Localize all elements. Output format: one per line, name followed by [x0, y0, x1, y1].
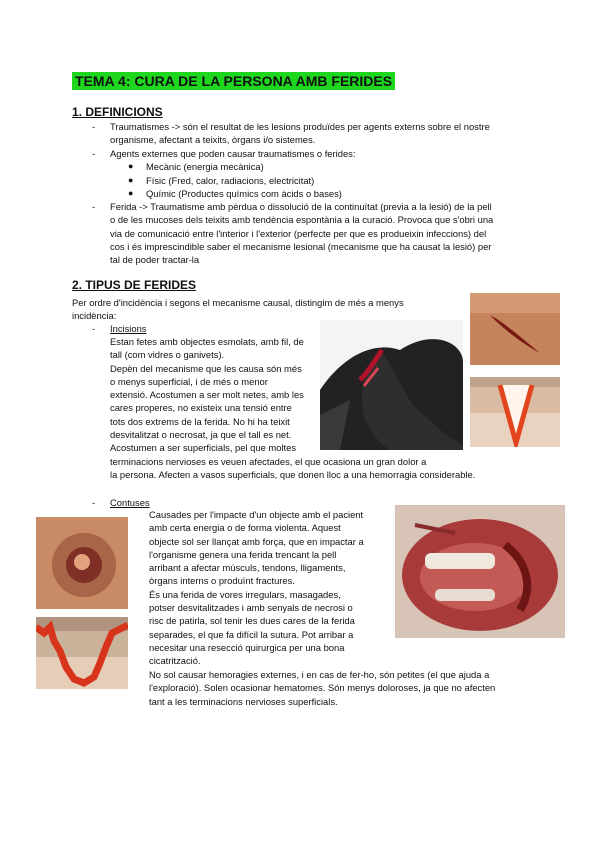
mouth-wound-photo [395, 505, 565, 638]
text-line: És una ferida de vores irregulars, masagades, [149, 588, 341, 600]
dash-icon: - [92, 148, 96, 159]
sub-bullet-mecanic: Mecànic (energia mecànica) [146, 161, 264, 172]
text-line: l'exploració). Solen ocasionar hematomes. Són menys doloroses, ja que no afecten [149, 682, 496, 694]
bullet-agents: Agents externes que poden causar traumatismes o ferides: [110, 148, 356, 159]
text-line: òrgans interns o produïnt fractures. [149, 575, 295, 587]
contusion-skin-photo [36, 517, 128, 609]
sub-bullet-fisic: Físic (Fred, calor, radiacions, electricitat) [146, 175, 315, 186]
text-line: Depèn del mecanisme que les causa són més [110, 362, 302, 374]
text-line: o menys superficial, i de més o menor [110, 375, 268, 387]
text-line: incidència: [72, 310, 117, 322]
subheading-incisions: Incisions [110, 323, 147, 334]
text-line: tal de poder tractar-la [110, 254, 200, 266]
text-line: arribant a afectar músculs, tendons, lligaments, [149, 562, 346, 574]
text-line: cicatrització. [149, 655, 201, 667]
incision-photo [320, 320, 463, 450]
text-line: Traumatismes -> són el resultat de les lesions produïdes per agents externs sobre el nostre [110, 121, 490, 132]
text-line: No sol causar hemoragies externes, i en cas de fer-ho, són petites (el que ajuda a [149, 669, 490, 680]
subheading-contuses: Contuses [110, 497, 150, 508]
dot-icon: ● [128, 188, 134, 198]
text-line: extensió. Acostumen a ser molt netes, amb les [110, 389, 304, 401]
text-line: Estan fetes amb objectes esmolats, amb fil, de [110, 336, 304, 347]
text-line: via de comunicació entre l'interior i l'exterior (perfecte per que es produeixin infeccions) del [110, 227, 487, 239]
contusion-diagram [36, 617, 128, 689]
text-line: tots dos extrems de la ferida. No hi ha teixit [110, 415, 290, 427]
text-line: separades, el que fa difícil la sutura. Pot arribar a [149, 628, 354, 640]
text-line: cares properes, no existeix una tensió entre [110, 402, 292, 414]
text-line: terminacions nervioses es veuen afectades, el que ocasiona un gran dolor a [110, 455, 427, 467]
incision-skin-photo [470, 293, 560, 365]
text-line: risc de patirla, sol tenir les dues cares de la ferida [149, 615, 355, 627]
text-line: Acostumen a ser superficials, pel que moltes [110, 442, 297, 454]
bullet-traumatismes [110, 120, 490, 147]
intro-paragraph [72, 296, 404, 323]
text-line: tant a les terminacions nervioses superficials. [149, 695, 338, 707]
incision-diagram [470, 377, 560, 447]
dot-icon: ● [128, 161, 134, 171]
text-line: necesitar una resecció quirurgica per una bona [149, 641, 345, 653]
dash-icon: - [92, 201, 96, 212]
text-line: objecte sol ser llançat amb força, que en impactar a [149, 535, 364, 547]
text-line: desvitalitzat o necrosat, ja que el tall es net. [110, 429, 292, 441]
dash-icon: - [92, 121, 96, 132]
sub-bullet-quimic: Químic (Productes químics com àcids o bases) [146, 188, 342, 199]
contuses-paragraph-upper [149, 508, 364, 668]
section-heading-tipus: 2. TIPUS DE FERIDES [72, 278, 197, 292]
contuses-paragraph-lower [149, 668, 495, 708]
text-line: Per ordre d'incidència i segons el mecanisme causal, distingim de més a menys [72, 297, 404, 308]
text-line: l'organisme genera una ferida trencant la pell [149, 548, 337, 560]
text-line: organisme, afectant a teixits, òrgans i/o sistemes. [110, 134, 316, 146]
text-line: o de les mucoses dels teixits amb tendència espontània a la curació. Provoca que s'obri una [110, 214, 494, 226]
dash-icon: - [92, 497, 96, 508]
bullet-ferida [110, 200, 493, 266]
page-title: TEMA 4: CURA DE LA PERSONA AMB FERIDES [72, 72, 395, 90]
text-line: tall (com vidres o ganivets). [110, 349, 225, 361]
text-line: Ferida -> Traumatisme amb pèrdua o dissolució de la continuïtat (previa a la lesió) de la pell [110, 201, 492, 212]
section-heading-definicions: 1. DEFINICIONS [72, 105, 163, 119]
dot-icon: ● [128, 175, 134, 185]
dash-icon: - [92, 323, 96, 334]
text-line: potser desvitalitzades i amb senyals de necrosi o [149, 602, 353, 614]
text-line: amb certa energia o de forma violenta. Aquest [149, 522, 341, 534]
text-line: Causades per l'impacte d'un objecte amb el pacient [149, 509, 364, 520]
text-line: cos i és imprescindible saber el mecanisme lesional (mecanisme que ha causat la lesió) per [110, 240, 492, 252]
text-line: la persona. Afecten a vasos superficials, que donen lloc a una hemorragia considerable. [110, 468, 476, 480]
